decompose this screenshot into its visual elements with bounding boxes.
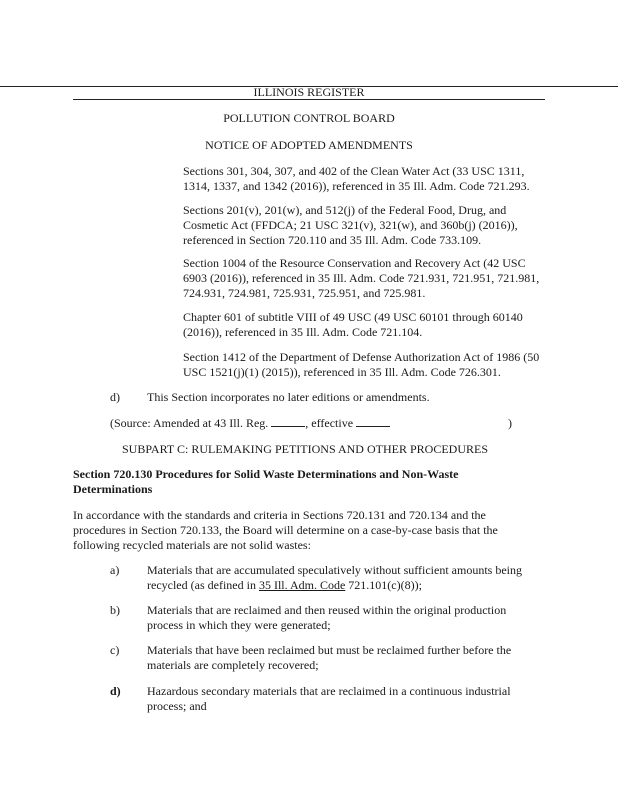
reference-1-line-2: 1314, 1337, and 1342 (2016)), referenced in 35 Ill. Adm. Code 721.293. (183, 179, 530, 193)
item-a-citation: 35 Ill. Adm. Code (258, 578, 346, 592)
item-a-line-1: Materials that are accumulated speculatively without sufficient amounts being (147, 563, 522, 577)
reference-3-line-1: Section 1004 of the Resource Conservation and Recovery Act (42 USC (183, 256, 526, 270)
item-d-marker: d) (110, 390, 120, 404)
source-blank-reg (271, 416, 305, 427)
agency-title: POLLUTION CONTROL BOARD (223, 111, 395, 125)
notice-title: NOTICE OF ADOPTED AMENDMENTS (205, 138, 413, 152)
section-title-line-1: Section 720.130 Procedures for Solid Waste Determinations and Non-Waste (73, 467, 459, 481)
item-d2-line-1: Hazardous secondary materials that are reclaimed in a continuous industrial (147, 684, 511, 698)
header-bottom-rule (73, 99, 545, 100)
item-d2-line-2: process; and (147, 699, 207, 713)
source-line (110, 416, 390, 431)
reference-3-line-2: 6903 (2016)), referenced in 35 Ill. Adm. Code 721.931, 721.951, 721.981, (183, 271, 540, 285)
register-title: ILLINOIS REGISTER (253, 85, 365, 99)
subpart-heading: SUBPART C: RULEMAKING PETITIONS AND OTHER PROCEDURES (122, 442, 488, 456)
section-intro-line-1: In accordance with the standards and criteria in Sections 720.131 and 720.134 and the (73, 508, 486, 522)
section-intro-line-3: following recycled materials are not solid wastes: (73, 538, 311, 552)
reference-3-line-3: 724.931, 724.981, 725.931, 725.951, and 725.981. (183, 286, 426, 300)
item-d-text: This Section incorporates no later editions or amendments. (147, 390, 430, 404)
source-prefix: (Source: Amended at 43 Ill. Reg. (110, 416, 269, 430)
item-d2-marker: d) (110, 684, 121, 698)
item-c-marker: c) (110, 643, 120, 657)
item-a-line-2 (147, 578, 422, 593)
source-blank-date (356, 416, 390, 427)
section-title-line-2: Determinations (73, 482, 153, 496)
section-intro-line-2: procedures in Section 720.133, the Board will determine on a case-by-case basis that the (73, 523, 498, 537)
reference-2-line-1: Sections 201(v), 201(w), and 512(j) of the Federal Food, Drug, and (183, 203, 507, 217)
reference-5-line-2: USC 1521(j)(1) (2015)), referenced in 35 Ill. Adm. Code 726.301. (183, 365, 501, 379)
reference-1-line-1: Sections 301, 304, 307, and 402 of the Clean Water Act (33 USC 1311, (183, 164, 525, 178)
item-a-line-2-pre: recycled (as defined in (147, 578, 259, 592)
reference-5-line-1: Section 1412 of the Department of Defense Authorization Act of 1986 (50 (183, 350, 540, 364)
item-c-line-1: Materials that have been reclaimed but must be reclaimed further before the (147, 643, 512, 657)
item-a-marker: a) (110, 563, 120, 577)
item-a-line-2-post: 721.101(c)(8)); (345, 578, 422, 592)
item-c-line-2: materials are completely recovered; (147, 658, 319, 672)
item-b-line-2: process in which they were generated; (147, 618, 331, 632)
item-b-line-1: Materials that are reclaimed and then reused within the original production (147, 603, 507, 617)
reference-4-line-2: (2016)), referenced in 35 Ill. Adm. Code 721.104. (183, 325, 423, 339)
source-close: ) (508, 416, 512, 430)
source-effective: , effective (305, 416, 354, 430)
reference-2-line-3: referenced in Section 720.110 and 35 Ill. Adm. Code 733.109. (183, 233, 482, 247)
item-b-marker: b) (110, 603, 120, 617)
reference-4-line-1: Chapter 601 of subtitle VIII of 49 USC (49 USC 60101 through 60140 (183, 310, 523, 324)
reference-2-line-2: Cosmetic Act (FFDCA; 21 USC 321(v), 321(w), and 360b(j) (2016)), (183, 218, 518, 232)
